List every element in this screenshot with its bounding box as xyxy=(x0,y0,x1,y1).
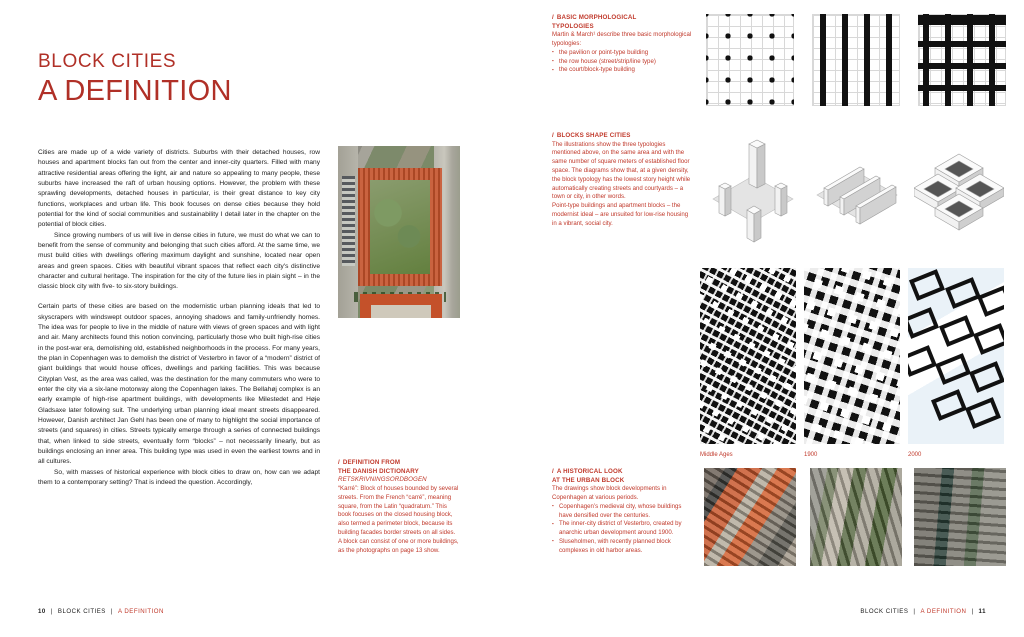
caption-heading-line1: A HISTORICAL LOOK xyxy=(556,468,623,475)
aerial-photos-row xyxy=(700,468,1010,566)
caption-paragraph: The illustrations show the three typologies mentioned above, on the same area and with the same number of square meters of established floor space. The diagrams show that, at a given density, the block typology has the lowest story height while automatically creating streets and courtyards – a town or city, in other words. xyxy=(552,140,691,201)
title-kicker: BLOCK CITIES xyxy=(38,51,177,72)
pattern-strips xyxy=(812,14,900,106)
pattern-points xyxy=(706,14,794,106)
list-item: ▪ the court/block-type building xyxy=(552,66,694,75)
caption-intro: Martin & March¹ describe three basic morphological typologies: xyxy=(552,31,692,47)
list-item: ▪ the row house (street/strip/line type) xyxy=(552,58,694,67)
body-paragraph: Certain parts of these cities are based on the modernistic urban planning ideals that led to skyscrapers with windswept outdoor spaces, annoying shadows and family-unfriendly homes. The idea was for people to live in the middle of nature with views of green spaces and with light and air. Many architects found this notion convincing, particularly those who built high-rise cities in the post-war era, demolishing old, established neighborhoods in the process. For many years, the plan in Copenhagen was to demolish the district of Vesterbro in favor of a “modern” district of giant buildings that would house offices, dwellings and parking facilities. This was because Cityplan Vest, as the area was called, was the destination for the many commuters who were to enter the city via a six-lane motorway along the Copenhagen lakes. The Bellahøj complex is an early example of high-rise apartment buildings, with developments like Milestedet and Høje Gladsaxe later following suit. The underlying urban planning ideal meant streets disappeared. However, Danish architect Jan Gehl has been one of many to highlight the social importance of streets (and squares) in cities. Streets typically emerge through a series of connected buildings that, when linked to side streets, eventually form “blocks” – not necessarily linearly, but as buildings enclosing an inner area. This building type was used in even the earliest towns and in all cultures. xyxy=(38,303,320,466)
map-labels-row xyxy=(700,452,1010,462)
photo-courtyard xyxy=(370,180,430,274)
footer-separator: | xyxy=(110,608,113,615)
aerial-image-layer xyxy=(914,468,1006,566)
axonometric-diagrams xyxy=(706,136,1006,256)
caption-heading-line2: THE DANISH DICTIONARY xyxy=(338,467,419,475)
map-fabric-medieval xyxy=(700,268,796,444)
morphological-pattern-diagrams xyxy=(706,14,1006,106)
pavilion-axonometric xyxy=(708,136,798,256)
list-item: ▪ The inner-city district of Vesterbro, created by anarchic urban development around 1900. xyxy=(552,520,694,538)
caption-blocks-shape-cities xyxy=(552,132,694,229)
court-block-axonometric-svg xyxy=(914,136,1004,256)
aerial-vesterbro xyxy=(810,468,902,566)
footer-separator: | xyxy=(971,608,974,615)
figure-ground-maps xyxy=(700,268,1010,444)
map-label-2000: 2000 xyxy=(908,452,922,458)
caption-heading xyxy=(552,14,694,23)
caption-intro: The drawings show block developments in Copenhagen at various periods. xyxy=(552,485,667,501)
footer-left xyxy=(38,608,164,615)
caption-heading-line1: BLOCKS SHAPE CITIES xyxy=(556,132,631,139)
page-number-right: 11 xyxy=(978,608,986,615)
caption-heading-line2: AT THE URBAN BLOCK xyxy=(552,476,625,484)
caption-heading xyxy=(552,468,694,477)
footer-section-right: A DEFINITION xyxy=(920,608,967,615)
point-type-pattern-diagram xyxy=(706,14,794,106)
pavilion-axonometric-svg xyxy=(708,136,798,256)
caption-bullet-list xyxy=(552,503,694,556)
caption-heading-line1: DEFINITION FROM xyxy=(342,459,401,466)
footer-section-left: A DEFINITION xyxy=(117,608,164,615)
row-house-pattern-diagram xyxy=(812,14,900,106)
footer-right xyxy=(860,608,986,615)
figure-ground-map-1900 xyxy=(804,268,900,444)
footer-separator: | xyxy=(50,608,53,615)
caption-heading-line2: TYPOLOGIES xyxy=(552,22,594,30)
figure-ground-map-2000 xyxy=(908,268,1004,444)
caption-heading xyxy=(338,459,460,468)
body-paragraph: Cities are made up of a wide variety of districts. Suburbs with their detached houses, row houses and apartment blocks fan out from the center and inner-city quarters. Filled with many attractive residential areas offering the light, air and nature so appealing to many people, these suburbs have increased the raft of urban housing options. However, the problem with these sprawling developments, detached houses in particular, is their great distance to key city functions, workplaces and urban life. This book focuses on dense cities because they hold potential for the kind of social communities and sustainability I detail later in the chapter on the potential of block cities. xyxy=(38,149,320,229)
caption-subtitle: RETSKRIVNINGSORDBOGEN xyxy=(338,476,427,484)
row-house-axonometric xyxy=(812,136,902,256)
page-title xyxy=(38,52,232,108)
caption-paragraph: “Karré”: Block of houses bounded by several streets. From the French “carré”, meaning square, from the Latin “quadratum.” This book focuses on the closed housing block, also termed a perimeter block, because its building facades border streets on all sides. A block can consist of one or more buildings, as the photographs on page 13 show. xyxy=(338,484,459,554)
map-label-middle-ages: Middle Ages xyxy=(700,452,733,458)
caption-historical-look-urban-block xyxy=(552,468,694,556)
caption-basic-morphological-typologies xyxy=(552,14,694,75)
block-city-aerial-photo xyxy=(338,146,460,318)
footer-chapter-right: BLOCK CITIES xyxy=(860,608,909,615)
map-fabric-1900 xyxy=(804,268,900,444)
body-paragraph: Since growing numbers of us will live in dense cities in future, we must do what we can to benefit from the sense of community and belonging that such cities afford. At the same time, we must build cities with dwellings offering maximum daylight and sunshine, located near open areas and green spaces. Cities with beautiful vibrant spaces that reflect each city's distinctive character and cultural heritage. The inspiration for the city of the future lies in plain sight – in the classic block city with five- to six-story buildings. xyxy=(38,231,320,291)
court-block-pattern-diagram xyxy=(918,14,1006,106)
slash-icon: / xyxy=(552,132,554,139)
caption-danish-dictionary-definition xyxy=(338,459,460,555)
slash-icon: / xyxy=(338,459,340,466)
list-item: ▪ Copenhagen’s medieval city, whose buildings have densified over the centuries. xyxy=(552,503,694,521)
slash-icon: / xyxy=(552,468,554,475)
map-label-1900: 1900 xyxy=(804,452,818,458)
body-paragraph: So, with masses of historical experience with block cities to draw on, how can we adapt them to a contemporary setting? That is indeed the question. Accordingly, xyxy=(38,468,320,487)
aerial-medieval-city xyxy=(704,468,796,566)
caption-heading-line1: BASIC MORPHOLOGICAL xyxy=(556,14,637,21)
pattern-court-grid xyxy=(918,14,1006,106)
photo-parked-cars xyxy=(342,176,355,266)
slash-icon: / xyxy=(552,14,554,21)
photo-lower-block xyxy=(360,294,442,318)
map-fabric-2000 xyxy=(908,268,1004,444)
list-item: ▪ the pavilion or point-type building xyxy=(552,49,694,58)
list-item: ▪ Sluseholmen, with recently planned block complexes in old harbor areas. xyxy=(552,538,694,556)
aerial-image-layer xyxy=(704,468,796,566)
page-number-left: 10 xyxy=(38,608,46,615)
figure-ground-map-middle-ages xyxy=(700,268,796,444)
body-text-column xyxy=(38,148,320,489)
footer-separator: | xyxy=(913,608,916,615)
caption-heading xyxy=(552,132,694,141)
aerial-sluseholmen xyxy=(914,468,1006,566)
caption-paragraph: Point-type buildings and apartment blocks – the modernist ideal – are unsuited for low-rise housing in a vibrant, social city. xyxy=(552,202,689,227)
row-house-axonometric-svg xyxy=(812,136,902,256)
caption-bullet-list xyxy=(552,49,694,75)
title-main: A DEFINITION xyxy=(38,74,232,107)
photo-perimeter-block xyxy=(358,168,442,286)
court-block-axonometric xyxy=(914,136,1004,256)
aerial-image-layer xyxy=(810,468,902,566)
footer-chapter-left: BLOCK CITIES xyxy=(57,608,106,615)
